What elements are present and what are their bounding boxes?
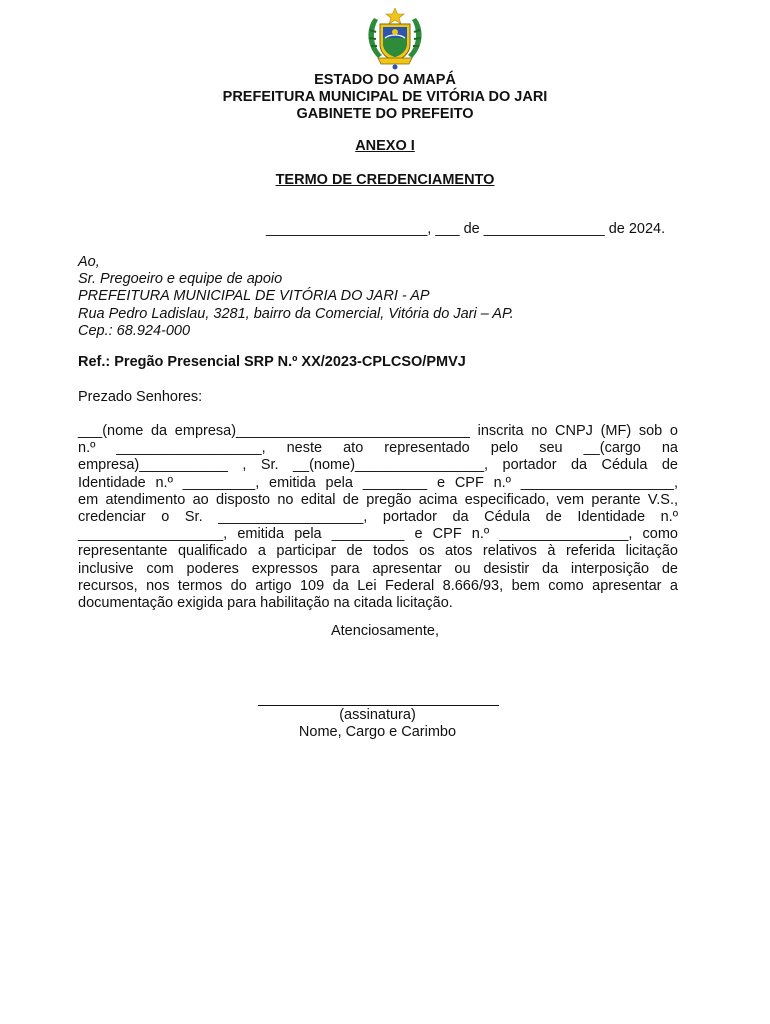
body-line: documentação exigida para habilitação na citada licitação. — [78, 594, 453, 611]
coat-of-arms-emblem-icon — [360, 8, 430, 70]
addressee-recipient: Sr. Pregoeiro e equipe de apoio — [78, 271, 283, 288]
addressee-organization: PREFEITURA MUNICIPAL DE VITÓRIA DO JARI - AP — [78, 288, 430, 305]
body-line: Identidade n.º _________, emitida pela ________ e CPF n.º ___________________, — [78, 474, 678, 491]
institution-header — [0, 72, 770, 123]
annex-heading: ANEXO I — [355, 138, 415, 154]
addressee-block — [78, 254, 514, 340]
signature-caption: (assinatura) — [339, 707, 416, 723]
body-line: empresa)___________ , Sr. __(nome)________________, portador da Cédula de — [78, 457, 678, 474]
signature-subcaption: Nome, Cargo e Carimbo — [298, 724, 457, 741]
document-title: TERMO DE CREDENCIAMENTO — [275, 172, 495, 188]
body-line: inclusive com poderes expressos para apresentar ou desistir da interposição de — [78, 560, 678, 577]
date-line: ____________________, ___ de _______________ de 2024. — [266, 221, 666, 237]
state-name: ESTADO DO AMAPÁ — [314, 72, 456, 88]
annex-heading-block — [0, 138, 770, 155]
addressee-street: Rua Pedro Ladislau, 3281, bairro da Comercial, Vitória do Jari – AP. — [78, 305, 514, 322]
signature-caption-block — [0, 707, 755, 741]
body-line: representante qualificado a participar de todos os atos relativos à referida licitação — [78, 543, 678, 560]
signature-line — [258, 705, 499, 706]
office-name: GABINETE DO PREFEITO — [296, 106, 474, 122]
body-line: recursos, nos termos do artigo 109 da Lei Federal 8.666/93, bem como apresentar a — [78, 577, 678, 594]
body-line: credenciar o Sr. __________________, portador da Cédula de Identidade n.º — [78, 508, 678, 525]
municipality-name: PREFEITURA MUNICIPAL DE VITÓRIA DO JARI — [222, 89, 548, 105]
body-paragraph — [78, 423, 678, 612]
reference-line: Ref.: Pregão Presencial SRP N.º XX/2023-CPLCSO/PMVJ — [78, 354, 466, 370]
document-title-block — [0, 172, 770, 189]
body-line: ___(nome da empresa)_____________________________ inscrita no CNPJ (MF) sob o — [78, 423, 678, 439]
addressee-postal-code: Cep.: 68.924-000 — [78, 322, 191, 339]
body-line: n.º __________________, neste ato representado pelo seu __(cargo na — [78, 440, 678, 457]
body-line: em atendimento ao disposto no edital de pregão acima especificado, vem perante V.S., — [78, 491, 678, 508]
addressee-greeting: Ao, — [78, 254, 100, 270]
body-line: __________________, emitida pela _________ e CPF n.º ________________, como — [78, 526, 678, 543]
salutation: Prezado Senhores: — [78, 389, 203, 405]
closing-salutation: Atenciosamente, — [330, 623, 439, 639]
